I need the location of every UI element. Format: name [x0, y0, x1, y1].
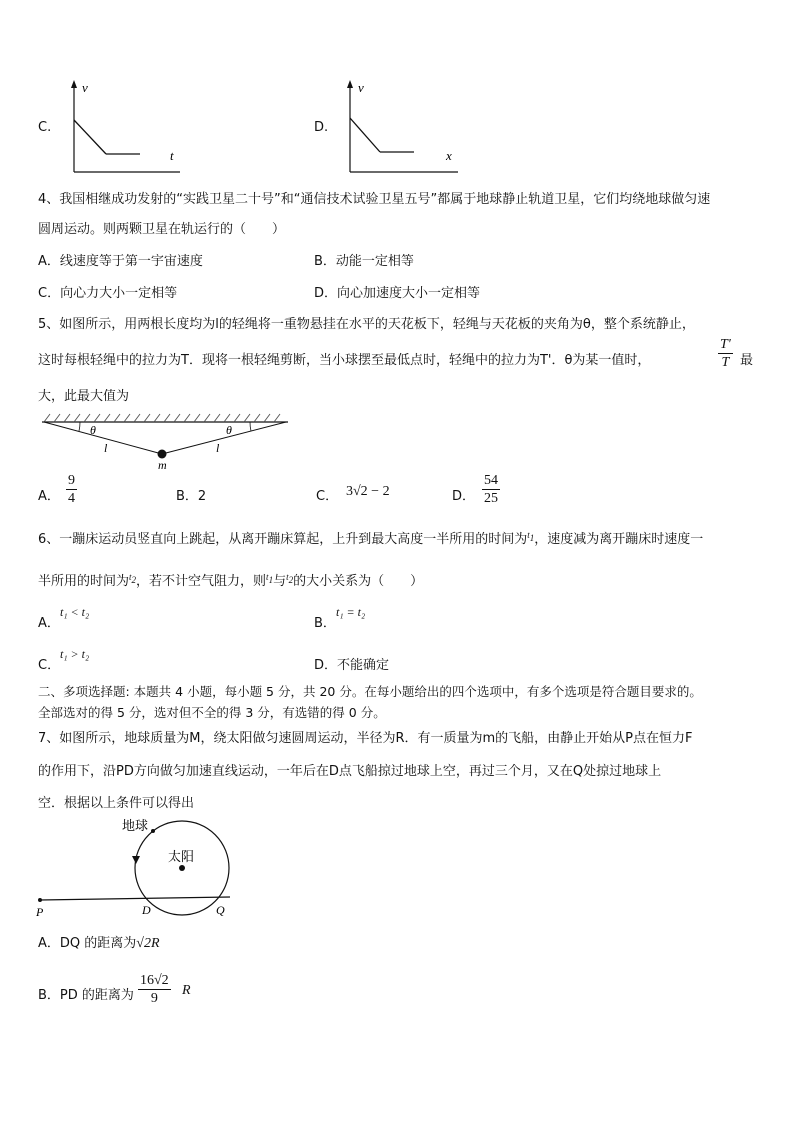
q5-option-d-fraction	[482, 472, 500, 507]
mass-label: m	[158, 458, 167, 472]
q5-opt-a-den: 4	[68, 491, 75, 506]
path-line	[40, 897, 230, 900]
q4-line2: 圆周运动。则两颗卫星在轨运行的（ ）	[38, 222, 286, 237]
q5-opt-d-num: 54	[484, 473, 498, 488]
q6-t1: t1	[527, 529, 535, 543]
q6-option-d: D．不能确定	[314, 658, 390, 673]
q5-frac-den: T	[721, 355, 730, 370]
y-axis-label: v	[82, 80, 88, 95]
theta-left-label: θ	[90, 423, 96, 437]
q5-option-c-label: C．	[316, 489, 339, 504]
graph-line-slope	[74, 120, 106, 154]
point-d-label: D	[142, 903, 151, 917]
q7-option-a	[38, 932, 160, 952]
q4-option-d: D．向心加速度大小一定相等	[314, 286, 481, 301]
q6-option-a-label: A．	[38, 616, 60, 631]
sun-dot	[179, 865, 185, 871]
point-q-label: Q	[216, 903, 225, 917]
q3-option-c-label: C.	[38, 120, 52, 135]
q6-line2-d: 的大小关系为（ ）	[293, 574, 424, 589]
y-axis-arrow	[71, 80, 77, 88]
q6-option-b-expr: t₁ = t₂	[336, 605, 366, 619]
q7-line2: 的作用下，沿PD方向做匀加速直线运动，一年后在D点飞船掠过地球上空，再过三个月，又在Q处掠过地球上	[38, 764, 662, 779]
q3-graph-d	[336, 78, 466, 174]
q6-line2-a: 半所用的时间为	[38, 574, 130, 589]
graph-line-slope	[350, 118, 380, 152]
point-p-label: P	[36, 905, 44, 919]
ceiling-hatch	[44, 414, 280, 422]
q7-option-b-tail: R	[182, 983, 191, 998]
q7-option-b-fraction	[138, 972, 171, 1007]
q7-line1: 7、如图所示，地球质量为M，绕太阳做匀速圆周运动，半径为R．有一质量为m的飞船，由静止开始从P点在恒力F	[38, 731, 693, 746]
q5-line1: 5、如图所示，用两根长度均为l的轻绳将一重物悬挂在水平的天花板下，轻绳与天花板的夹角为θ，整个系统静止，	[38, 317, 695, 332]
x-axis-label: x	[446, 148, 452, 163]
q5-line3: 大，此最大值为	[38, 389, 130, 404]
q5-figure	[38, 412, 290, 472]
rope-right	[162, 422, 286, 454]
orbit-direction-arrow	[132, 856, 140, 864]
q4-option-c: C．向心力大小一定相等	[38, 286, 178, 301]
q3-option-d-label: D.	[314, 120, 329, 135]
q6-t2-ref: t2	[286, 571, 294, 585]
q5-option-d-label: D．	[452, 489, 476, 504]
q5-option-c-expr: 3√2 − 2	[346, 484, 390, 499]
q5-line2-end: 最	[740, 353, 754, 368]
y-axis-arrow	[347, 80, 353, 88]
q6-option-c-label: C．	[38, 658, 61, 673]
length-right-label: l	[216, 441, 220, 455]
q7-opt-b-num: 16√2	[140, 973, 169, 988]
q7-option-a-text: A．DQ 的距离为	[38, 936, 137, 951]
q4-option-a: A．线速度等于第一宇宙速度	[38, 254, 203, 269]
q5-line2: 这时每根轻绳中的拉力为T．现将一根轻绳剪断，当小球摆至最低点时，轻绳中的拉力为T'．θ为某一值时，	[38, 353, 651, 368]
angle-arc-right	[250, 422, 251, 431]
x-axis-label: t	[170, 148, 174, 163]
q5-option-a-fraction	[66, 472, 77, 507]
q6-line2-c: 与	[273, 574, 287, 589]
section2-line1: 二、多项选择题: 本题共 4 小题，每小题 5 分，共 20 分。在每小题给出的四个选项中，有多个选项是符合题目要求的。	[38, 684, 702, 699]
q5-option-b: B．2	[176, 489, 207, 504]
q6-line1	[38, 528, 703, 547]
length-left-label: l	[104, 441, 108, 455]
q5-option-a-label: A．	[38, 489, 60, 504]
q7-line3: 空．根据以上条件可以得出	[38, 796, 195, 811]
y-axis-label: v	[358, 80, 364, 95]
q6-line1-b: ，速度减为离开蹦床时速度一	[534, 532, 704, 547]
q6-line2	[38, 570, 423, 589]
q6-t2: t2	[129, 571, 137, 585]
q6-option-a-expr: t₁ < t₂	[60, 605, 90, 619]
q7-option-b-text: B．PD 的距离为	[38, 988, 134, 1003]
point-p-dot	[38, 898, 42, 902]
q7-opt-b-den: 9	[150, 991, 158, 1006]
section2-line2: 全部选对的得 5 分，选对但不全的得 3 分，有选错的得 0 分。	[38, 705, 386, 720]
q5-opt-a-num: 9	[68, 473, 75, 488]
q5-ratio-fraction	[718, 336, 733, 371]
rope-left	[44, 422, 162, 454]
q3-graph-c	[60, 78, 190, 174]
q6-line1-a: 6、一蹦床运动员竖直向上跳起，从离开蹦床算起，上升到最大高度一半所用的时间为	[38, 532, 528, 547]
earth-dot	[151, 829, 155, 833]
q5-frac-num: T'	[720, 337, 731, 352]
q6-line2-b: ，若不计空气阻力，则	[136, 574, 267, 589]
q6-option-c-expr: t₁ > t₂	[60, 647, 90, 661]
q7-figure	[30, 812, 250, 920]
angle-arc-left	[79, 422, 80, 431]
q7-option-a-expr: √2R	[136, 936, 160, 951]
q4-line1: 4、我国相继成功发射的“实践卫星二十号”和“通信技术试验卫星五号”都属于地球静止轨道卫星，它们均绕地球做匀速	[38, 192, 711, 207]
q6-t1-ref: t1	[266, 571, 274, 585]
q4-option-b: B．动能一定相等	[314, 254, 414, 269]
q5-opt-d-den: 25	[484, 491, 498, 506]
q6-option-b-label: B．	[314, 616, 336, 631]
theta-right-label: θ	[226, 423, 232, 437]
sun-label: 太阳	[168, 849, 195, 864]
earth-label: 地球	[122, 818, 149, 833]
